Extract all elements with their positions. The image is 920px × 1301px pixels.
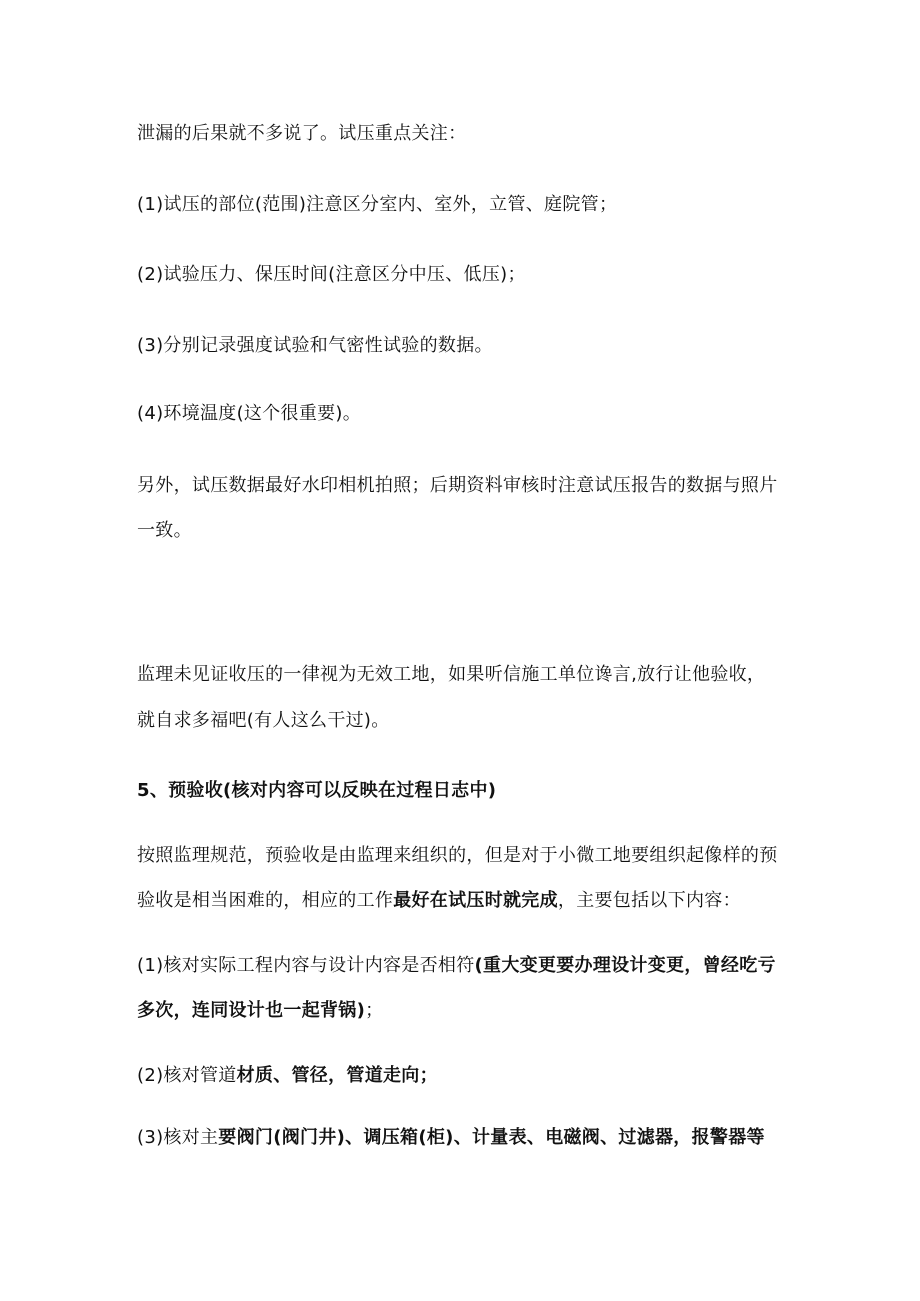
list-item-line: (2)试验压力、保压时间(注意区分中压、低压)； (137, 264, 526, 285)
paragraph-line: 泄漏的后果就不多说了。试压重点关注： (137, 123, 467, 144)
bold-text-run: 最好在试压时就完成 (393, 890, 558, 911)
list-item-line: (1)试压的部位(范围)注意区分室内、室外，立管、庭院管； (137, 194, 618, 215)
text-run: (1)核对实际工程内容与设计内容是否相符 (137, 955, 475, 976)
bold-text-run: (重大变更要办理设计变更，曾经吃亏 (474, 955, 776, 976)
text-run: 验收是相当困难的，相应的工作 (137, 890, 394, 911)
paragraph-line: 另外，试压数据最好水印相机拍照；后期资料审核时注意试压报告的数据与照片 (137, 475, 778, 496)
list-item-line (137, 1063, 797, 1089)
list-item-line: (4)环境温度(这个很重要)。 (137, 403, 362, 424)
text-run: (3)核对主 (137, 1127, 219, 1148)
list-item-line (137, 998, 797, 1024)
section-heading: 5、预验收(核对内容可以反映在过程日志中) (137, 780, 497, 801)
text-run: ； (365, 1000, 384, 1021)
paragraph-line: 按照监理规范，预验收是由监理来组织的，但是对于小微工地要组织起像样的预 (137, 845, 778, 866)
text-run: (2)核对管道 (137, 1065, 237, 1086)
bold-text-run: 多次，连同设计也一起背锅) (137, 1000, 366, 1021)
list-item-line: (3)分别记录强度试验和气密性试验的数据。 (137, 335, 493, 356)
paragraph-line: 一致。 (137, 520, 192, 541)
bold-text-run: 材质、管径，管道走向； (236, 1065, 438, 1086)
paragraph-line (137, 888, 797, 914)
list-item-line (137, 953, 797, 979)
bold-text-run: 要阀门(阀门井)、调压箱(柜)、计量表、电磁阀、过滤器，报警器等 (218, 1127, 765, 1148)
text-run: ，主要包括以下内容： (557, 890, 741, 911)
list-item-line (137, 1125, 797, 1151)
paragraph-line: 就自求多福吧(有人这么干过)。 (137, 710, 390, 731)
paragraph-line: 监理未见证收压的一律视为无效工地，如果听信施工单位谗言,放行让他验收， (137, 664, 766, 685)
